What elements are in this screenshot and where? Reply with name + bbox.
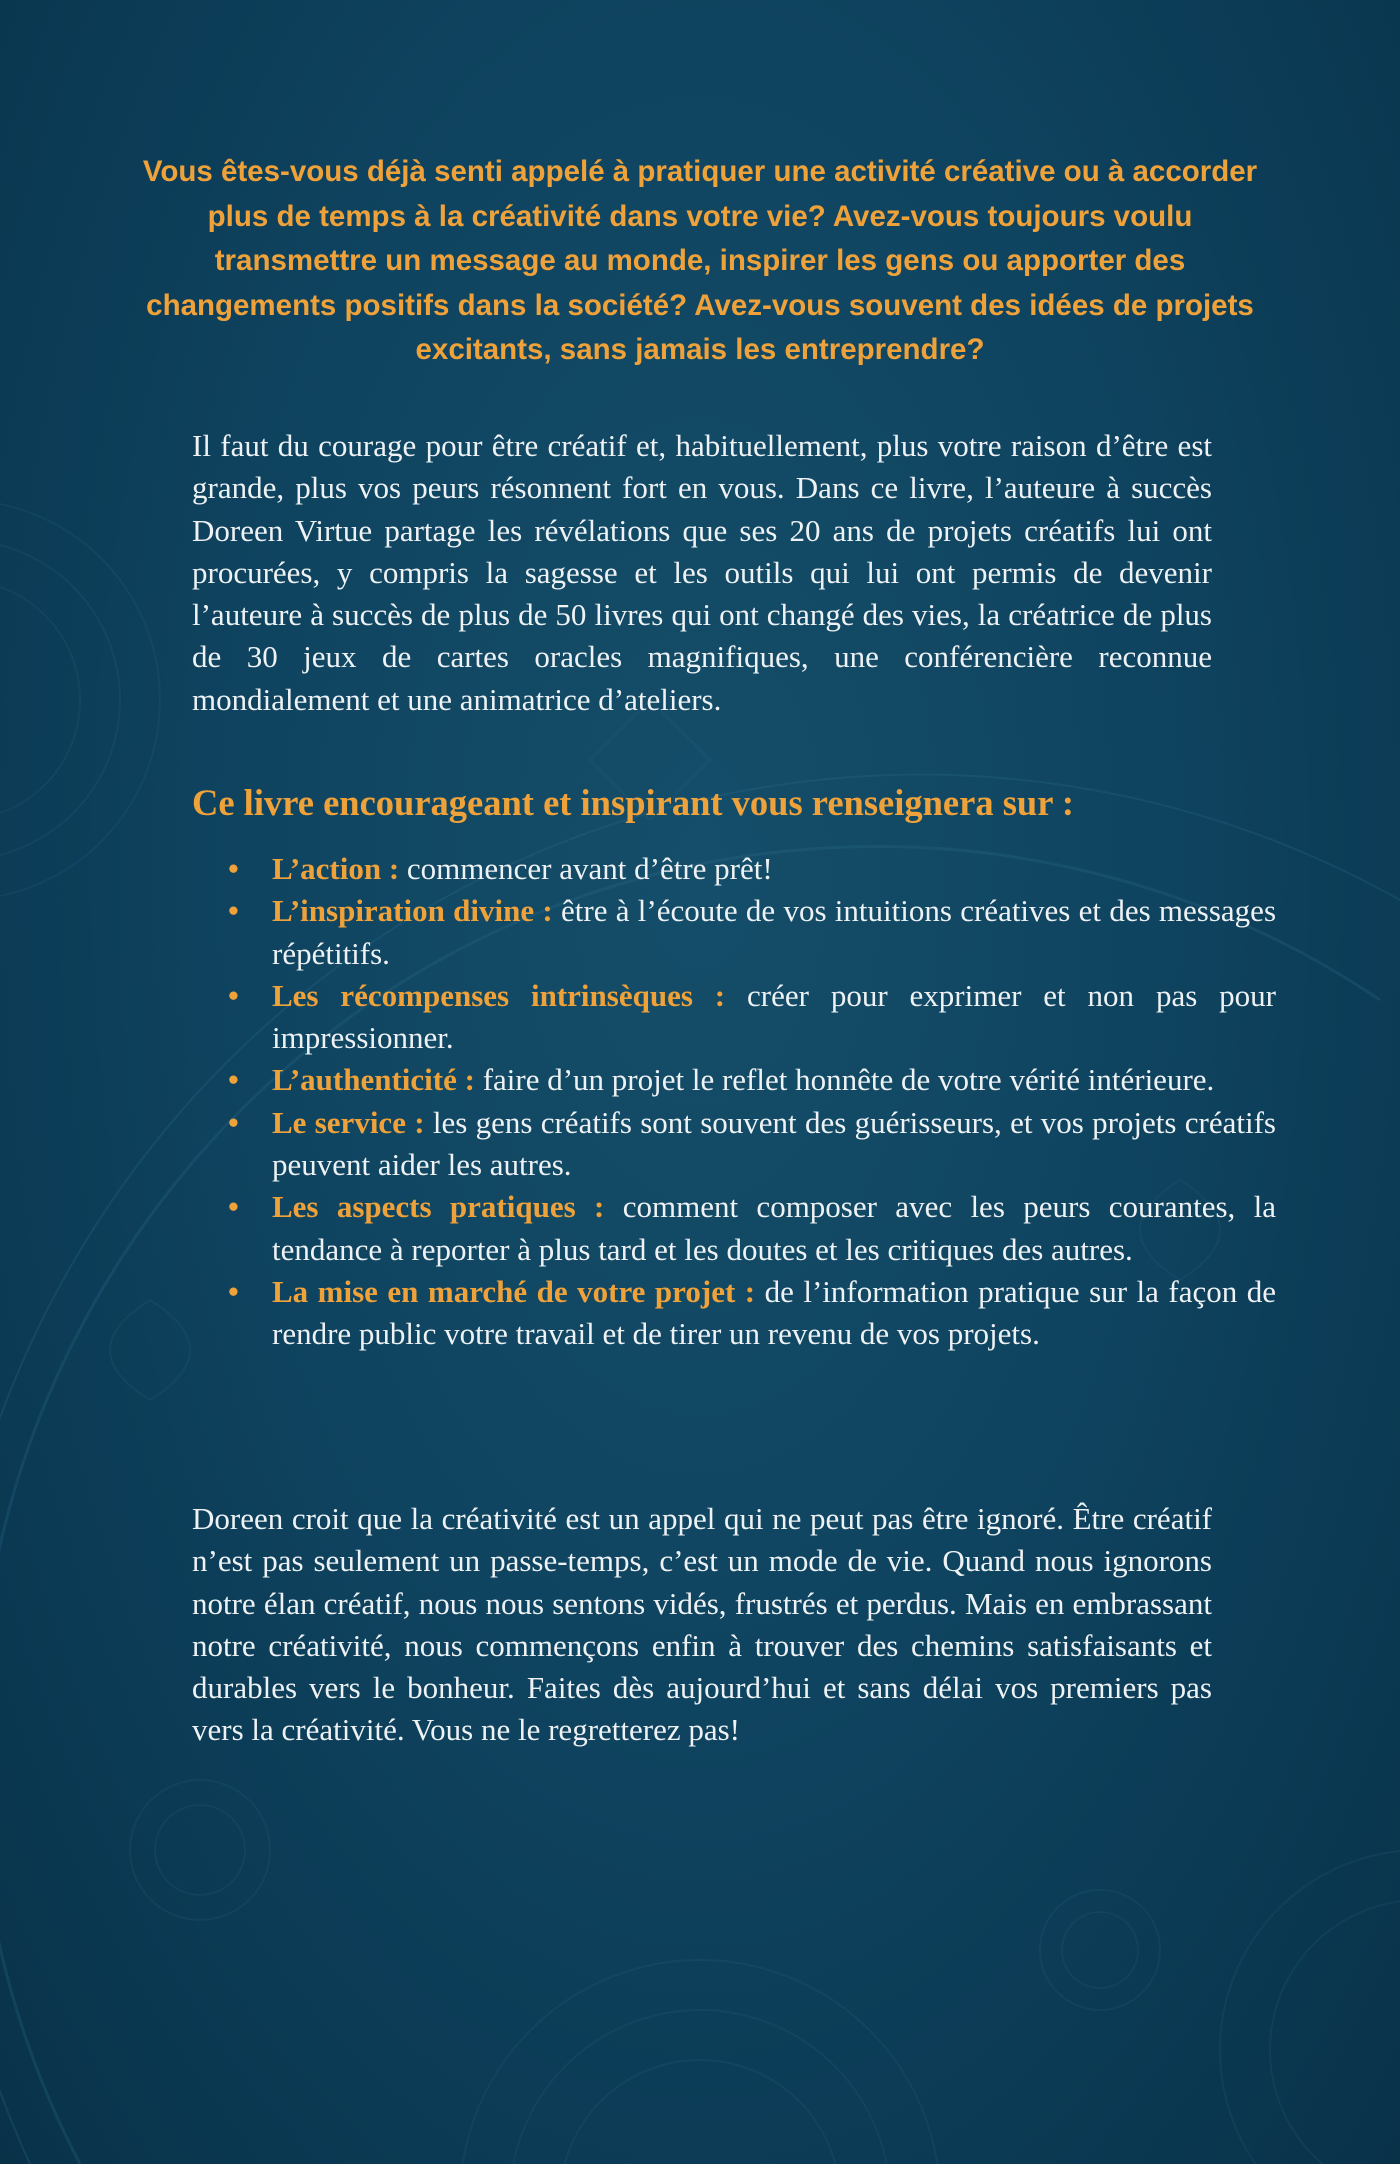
closing-paragraph: Doreen croit que la créativité est un appel qui ne peut pas être ignoré. Être créatif n’est pas seulement un passe-temps, c’est un mode de vie. Quand nous ignorons notre élan créatif, nous nous sentons vidés, frustrés et perdus. Mais en embrassant notre créativité, nous commençons enfin à trouver des chemins satisfaisants et durables vers le bonheur. Faites dès aujourd’hui et sans délai vos premiers pas vers la créativité. Vous ne le regretterez pas!: [192, 1501, 1212, 1748]
list-item-term: La mise en marché de votre projet :: [272, 1273, 756, 1309]
list-item: [192, 1186, 1276, 1271]
list-item-term: Les récompenses intrinsèques :: [272, 977, 726, 1013]
list-item: [192, 975, 1276, 1060]
list-item: [192, 1271, 1276, 1356]
list-item-term: L’action :: [272, 851, 400, 886]
bullet-icon: •: [228, 893, 239, 929]
list-item-text: être à l’écoute de vos intuitions créatives et des messages répétitifs.: [272, 893, 1277, 971]
list-item-term: Les aspects pratiques :: [272, 1189, 605, 1225]
list-item: [192, 848, 1276, 890]
list-item-text: créer pour exprimer et non pas pour impressionner.: [272, 977, 1276, 1056]
list-item-text: faire d’un projet le reflet honnête de votre vérité intérieure.: [474, 1062, 1215, 1098]
intro-paragraph: Vous êtes-vous déjà senti appelé à pratiquer une activité créative ou à accorder plus de temps à la créativité dans votre vie? Avez-vous toujours voulu transmettre un message au monde, inspirer les gens ou apporter des changements positifs dans la société? Avez-vous souvent des idées de projets excitants, sans jamais les entreprendre?: [142, 155, 1258, 366]
bullet-icon: •: [228, 977, 239, 1013]
list-item-text: les gens créatifs sont souvent des guérisseurs, et vos projets créatifs peuvent aider les autres.: [272, 1104, 1276, 1183]
list-item-text: comment composer avec les peurs courantes, la tendance à reporter à plus tard et les doutes et les critiques des autres.: [272, 1189, 1276, 1267]
topics-list: [192, 848, 1277, 1356]
description-paragraph: Il faut du courage pour être créatif et, habituellement, plus votre raison d’être est grande, plus vos peurs résonnent fort en vous. Dans ce livre, l’auteure à succès Doreen Virtue partage les révélations que ses 20 ans de projets créatifs lui ont procurées, y compris la sagesse et les outils qui lui ont permis de devenir l’auteure à succès de plus de 50 livres qui ont changé des vies, la créatrice de plus de 30 jeux de cartes oracles magnifiques, une conférencière reconnue mondialement et une animatrice d’ateliers.: [192, 428, 1212, 717]
list-item-term: Le service :: [272, 1104, 425, 1140]
section-heading: Ce livre encourageant et inspirant vous renseignera sur :: [192, 782, 1075, 823]
list-item-term: L’authenticité :: [272, 1062, 475, 1098]
bullet-icon: •: [228, 1104, 239, 1140]
list-item-term: L’inspiration divine :: [272, 893, 553, 929]
bullet-icon: •: [228, 1062, 239, 1098]
list-item: [192, 1059, 1276, 1101]
list-item-text: de l’information pratique sur la façon de rendre public votre travail et de tirer un revenu de vos projets.: [272, 1273, 1276, 1352]
list-item-text: commencer avant d’être prêt!: [399, 851, 773, 886]
list-item: [192, 1102, 1276, 1187]
bullet-icon: •: [228, 1273, 239, 1309]
bullet-icon: •: [228, 1189, 239, 1225]
list-item: [192, 890, 1276, 975]
bullet-icon: •: [228, 851, 239, 886]
